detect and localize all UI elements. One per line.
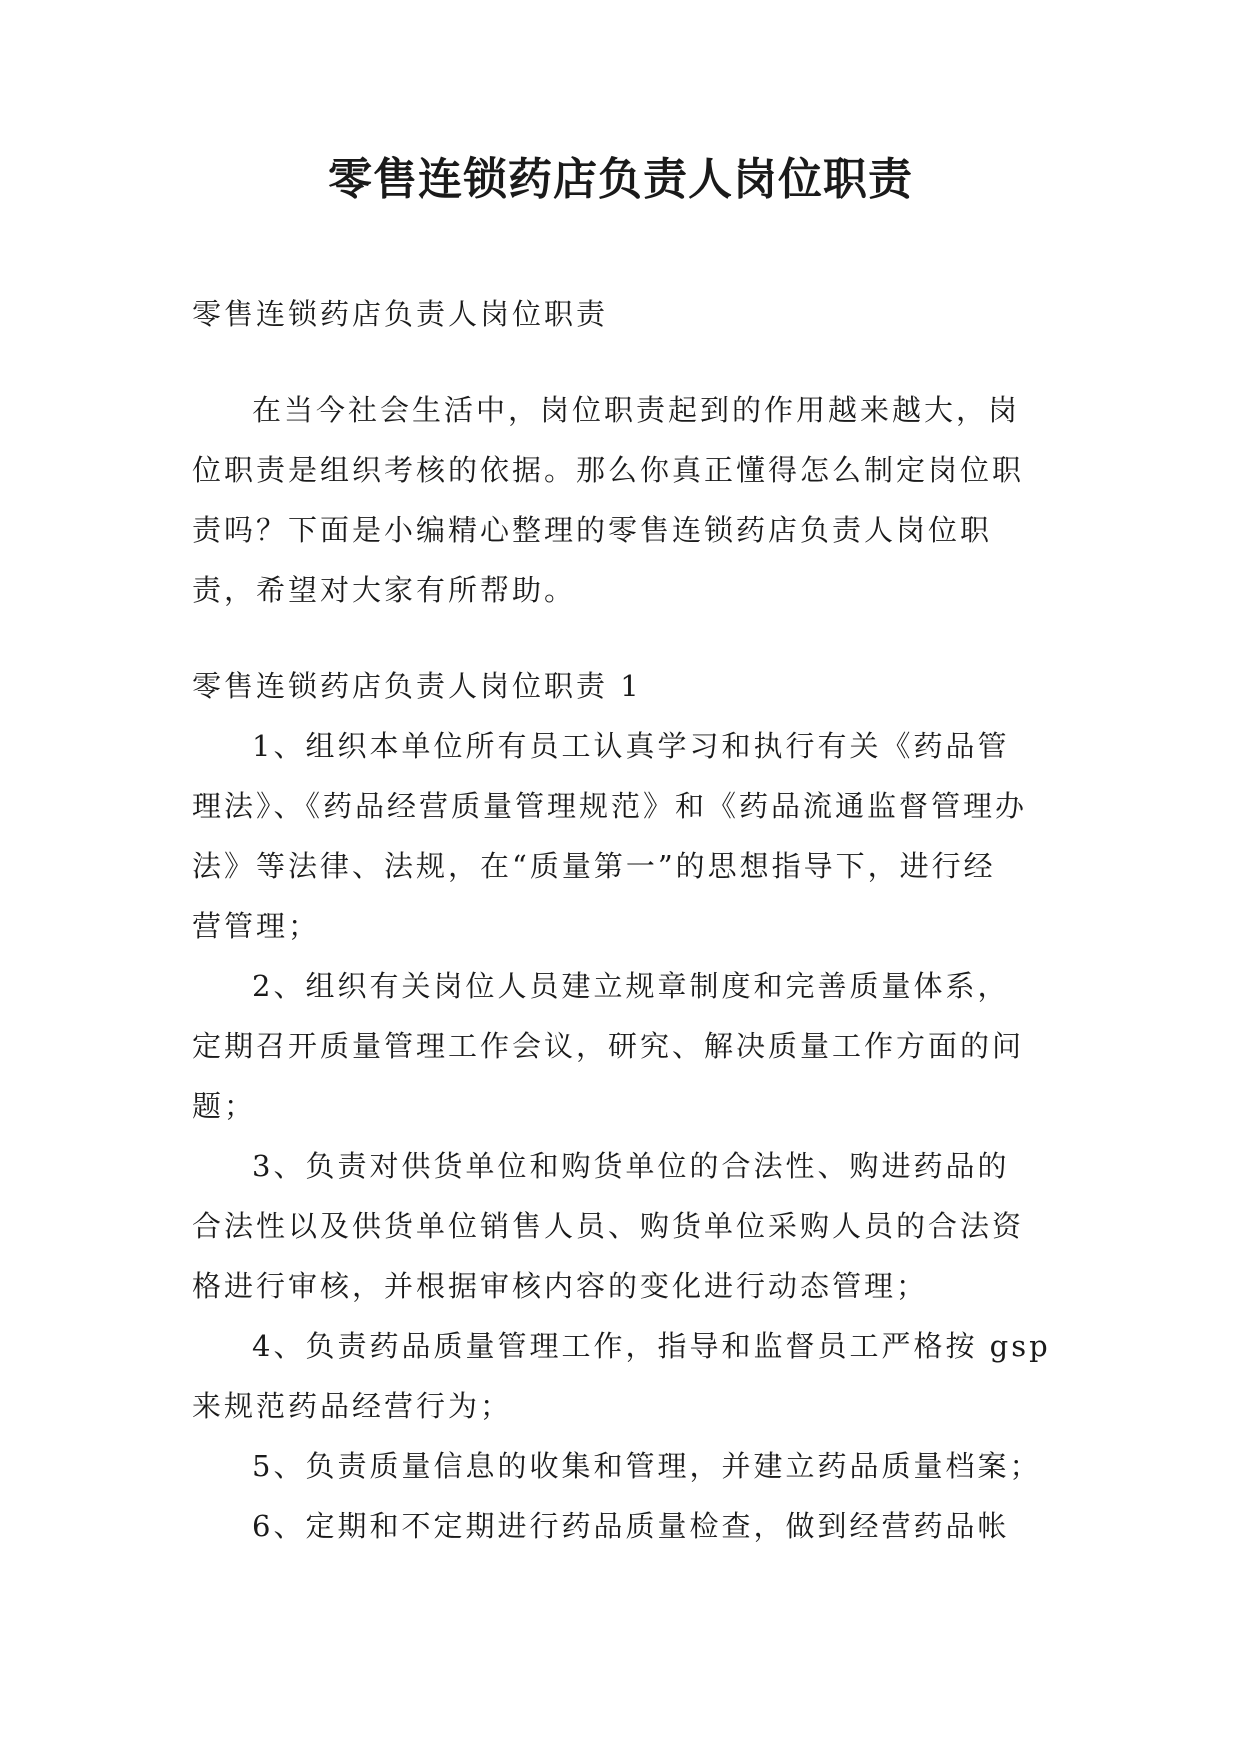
intro-line: 位职责是组织考核的依据。那么你真正懂得怎么制定岗位职	[192, 453, 1025, 487]
duty-line: 理法》、《药品经营质量管理规范》和《药品流通监督管理办	[192, 789, 1028, 823]
spacer	[192, 344, 1054, 380]
spacer	[192, 620, 1054, 656]
duty-line: 6、定期和不定期进行药品质量检查，做到经营药品帐	[252, 1509, 1010, 1543]
duty-item-6	[192, 1496, 1054, 1556]
section-heading: 零售连锁药店负责人岗位职责 1	[192, 669, 642, 703]
duty-line: 4、负责药品质量管理工作，指导和监督员工严格按 gsp	[252, 1329, 1051, 1363]
document-body	[192, 284, 1054, 1556]
duty-item-1	[192, 716, 1054, 956]
duty-line: 来规范药品经营行为；	[192, 1389, 513, 1423]
intro-line: 责，希望对大家有所帮助。	[192, 573, 577, 607]
duty-item-4	[192, 1316, 1054, 1436]
intro-paragraph	[192, 380, 1054, 620]
duty-line: 合法性以及供货单位销售人员、购货单位采购人员的合法资	[192, 1209, 1025, 1243]
duty-line: 3、负责对供货单位和购货单位的合法性、购进药品的	[252, 1149, 1010, 1183]
duty-line: 1、组织本单位所有员工认真学习和执行有关《药品管	[252, 729, 1010, 763]
page-title: 零售连锁药店负责人岗位职责	[328, 154, 913, 205]
intro-line: 在当今社会生活中，岗位职责起到的作用越来越大，岗	[252, 393, 1021, 427]
duty-line: 营管理；	[192, 909, 321, 943]
duty-item-3	[192, 1136, 1054, 1316]
duty-line: 题；	[192, 1089, 257, 1123]
duty-line: 2、组织有关岗位人员建立规章制度和完善质量体系，	[252, 969, 1010, 1003]
intro-line: 责吗？下面是小编精心整理的零售连锁药店负责人岗位职	[192, 513, 993, 547]
duty-line: 5、负责质量信息的收集和管理，并建立药品质量档案；	[252, 1449, 1042, 1483]
duty-item-5	[192, 1436, 1054, 1496]
document-subtitle: 零售连锁药店负责人岗位职责	[192, 297, 609, 331]
duty-item-2	[192, 956, 1054, 1136]
duty-line: 格进行审核，并根据审核内容的变化进行动态管理；	[192, 1269, 929, 1303]
duty-line: 定期召开质量管理工作会议，研究、解决质量工作方面的问	[192, 1029, 1025, 1063]
duty-line: 法》等法律、法规，在“质量第一”的思想指导下，进行经	[192, 849, 996, 883]
